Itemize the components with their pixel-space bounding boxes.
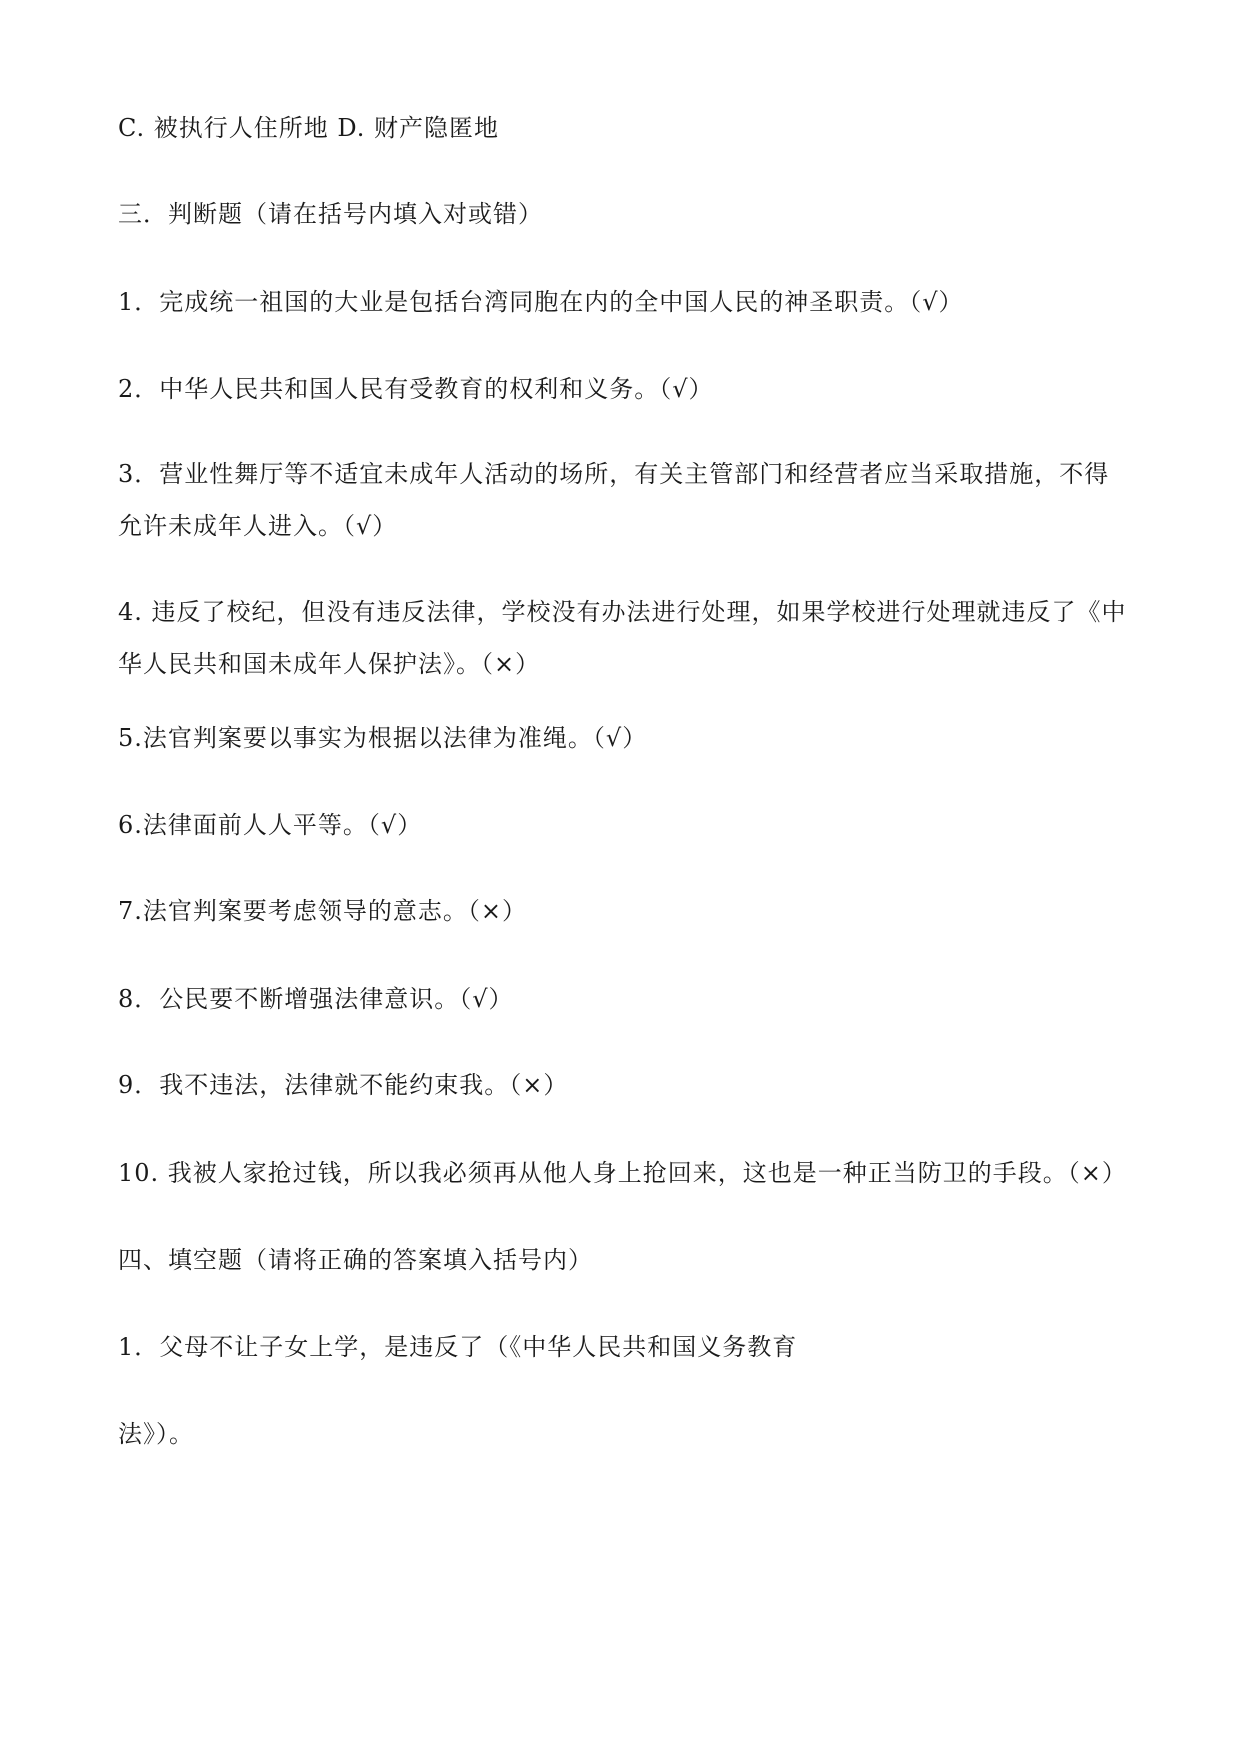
judgment-item-1: 1．完成统一祖国的大业是包括台湾同胞在内的全中国人民的神圣职责。（√）: [118, 288, 964, 316]
fill-blank-item-1-line1: 1．父母不让子女上学，是违反了（《中华人民共和国义务教育: [118, 1333, 798, 1361]
fill-blank-item-1-line2: 法》）。: [118, 1420, 194, 1448]
judgment-item-2: 2．中华人民共和国人民有受教育的权利和义务。（√）: [118, 375, 714, 403]
judgment-item-4: 4. 违反了校纪，但没有违反法律，学校没有办法进行处理，如果学校进行处理就违反了《中华人民共和国未成年人保护法》。（×）: [118, 598, 1127, 678]
judgment-item-5: 5.法官判案要以事实为根据以法律为准绳。（√）: [118, 724, 648, 752]
option-continuation: C. 被执行人住所地 D. 财产隐匿地: [118, 114, 500, 142]
judgment-item-8: 8．公民要不断增强法律意识。（√）: [118, 985, 514, 1013]
judgment-item-10: 10. 我被人家抢过钱，所以我必须再从他人身上抢回来，这也是一种正当防卫的手段。（×）: [118, 1159, 1127, 1187]
section-heading-judgment: 三．判断题（请在括号内填入对或错）: [118, 200, 543, 228]
judgment-item-9: 9．我不违法，法律就不能约束我。（×）: [118, 1071, 569, 1099]
judgment-item-7: 7.法官判案要考虑领导的意志。（×）: [118, 897, 528, 925]
judgment-item-6: 6.法律面前人人平等。（√）: [118, 811, 423, 839]
judgment-item-3: 3．营业性舞厅等不适宜未成年人活动的场所，有关主管部门和经营者应当采取措施，不得允许未成年人进入。（√）: [118, 460, 1110, 540]
section-heading-fill-blank: 四、填空题（请将正确的答案填入括号内）: [118, 1246, 593, 1274]
